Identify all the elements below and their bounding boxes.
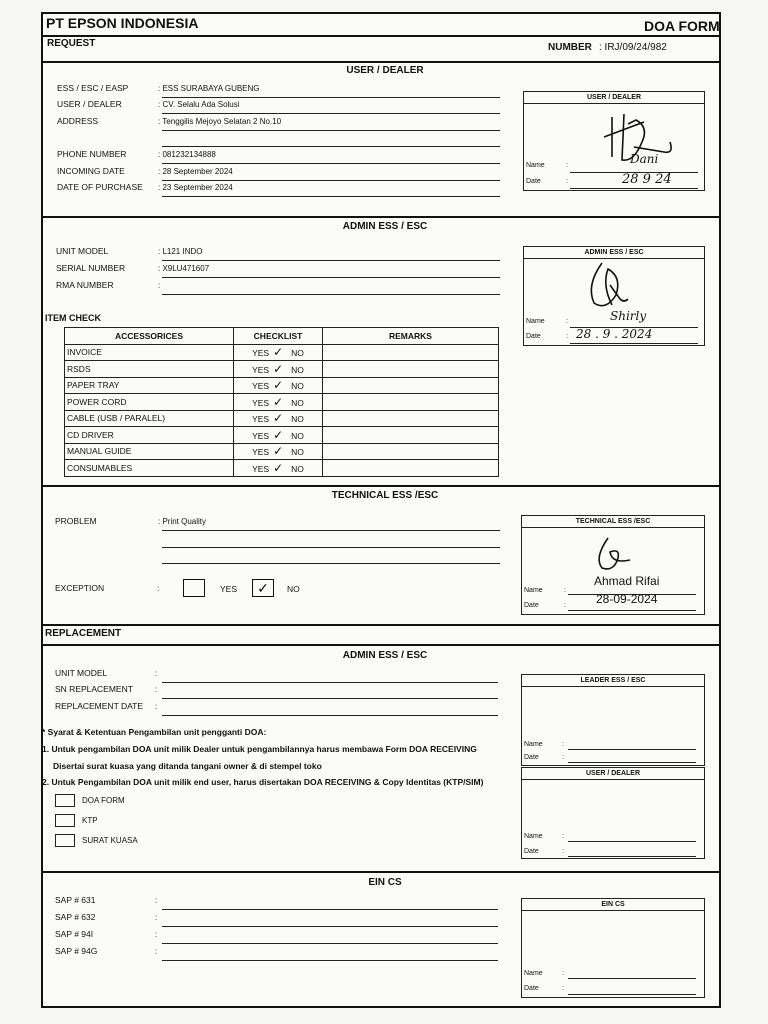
technical-title: TECHNICAL ESS /ESC xyxy=(331,490,439,501)
field-value: : xyxy=(155,896,158,905)
field-label: DATE OF PURCHASE xyxy=(57,182,143,192)
check-mark: ✓ xyxy=(273,378,284,393)
field-value: : Tenggilis Mejoyo Selatan 2 No.10 xyxy=(158,117,282,126)
item-remarks[interactable] xyxy=(323,410,499,427)
exception-label: EXCEPTION xyxy=(55,583,105,593)
check-mark: ✓ xyxy=(273,394,284,409)
replacement-admin-title: ADMIN ESS / ESC xyxy=(342,650,428,661)
field-label: RMA NUMBER xyxy=(56,280,114,290)
field-underline xyxy=(162,277,500,278)
table-row xyxy=(65,377,499,394)
field-value: : L121 INDO xyxy=(158,247,203,256)
yes-label: YES xyxy=(252,430,270,441)
term-1b: Disertai surat kuasa yang ditanda tangani owner & di stempel toko xyxy=(53,761,322,771)
no-label: NO xyxy=(291,414,304,425)
field-underline xyxy=(162,909,498,910)
check-mark: ✓ xyxy=(273,345,284,360)
field-underline xyxy=(162,926,498,927)
ein-title: EIN CS xyxy=(368,877,402,888)
no-label: NO xyxy=(291,364,304,375)
admin-date: 28 . 9 . 2024 xyxy=(576,327,653,341)
field-value: : xyxy=(158,281,161,290)
item-name: CABLE (USB / PARALEL) xyxy=(65,410,234,427)
item-name: INVOICE xyxy=(65,344,234,361)
company-name: PT EPSON INDONESIA xyxy=(46,15,199,31)
yes-label: YES xyxy=(252,348,270,359)
field-value: : 23 September 2024 xyxy=(158,183,233,192)
item-remarks[interactable] xyxy=(323,460,499,477)
field-underline xyxy=(162,180,500,181)
no-label: NO xyxy=(291,381,304,392)
item-checklist xyxy=(234,443,323,460)
field-underline xyxy=(162,196,500,197)
no-label: NO xyxy=(291,430,304,441)
field-value: : 28 September 2024 xyxy=(158,167,233,176)
field-value: : xyxy=(155,685,158,694)
field-label: ESS / ESC / EASP xyxy=(57,83,129,93)
sign-box-title: TECHNICAL ESS /ESC xyxy=(522,516,704,528)
term-1: 1. Untuk pengambilan DOA unit milik Dealer untuk pengambilannya harus membawa Form DOA RECEIVING xyxy=(42,744,477,754)
table-row xyxy=(65,361,499,378)
field-underline xyxy=(162,294,500,295)
field-label: SAP # 94G xyxy=(55,946,98,956)
ein-sign-box: EIN CS Name : Date : xyxy=(521,898,705,998)
field-underline xyxy=(162,715,498,716)
field-underline xyxy=(162,698,498,699)
leader-sign-box: LEADER ESS / ESC Name : Date : xyxy=(521,674,705,766)
checkbox[interactable] xyxy=(55,834,75,847)
item-checklist xyxy=(234,361,323,378)
field-value: : xyxy=(155,930,158,939)
item-remarks[interactable] xyxy=(323,344,499,361)
user-dealer-sign-box: USER / DEALER Name : Dani Date : 28 9 24 xyxy=(523,91,705,191)
field-value: : xyxy=(155,669,158,678)
table-row xyxy=(65,394,499,411)
field-label: ADDRESS xyxy=(57,116,99,126)
item-name: MANUAL GUIDE xyxy=(65,443,234,460)
field-label: SAP # 632 xyxy=(55,912,96,922)
sign-box-title: USER / DEALER xyxy=(524,92,704,104)
admin-title: ADMIN ESS / ESC xyxy=(342,221,428,232)
checkbox[interactable] xyxy=(55,794,75,807)
checkbox-label: KTP xyxy=(82,816,98,825)
item-name: RSDS xyxy=(65,361,234,378)
field-underline xyxy=(162,943,498,944)
field-label: SAP # 631 xyxy=(55,895,96,905)
item-checklist xyxy=(234,377,323,394)
request-label: REQUEST xyxy=(47,38,96,49)
field-label: USER / DEALER xyxy=(57,99,122,109)
problem-value: : Print Quality xyxy=(158,517,207,526)
field-underline xyxy=(162,682,498,683)
field-value: : xyxy=(155,913,158,922)
field-value: : 081232134888 xyxy=(158,150,216,159)
table-row xyxy=(65,427,499,444)
admin-name: Shirly xyxy=(610,309,647,323)
table-row xyxy=(65,460,499,477)
no-label: NO xyxy=(291,447,304,458)
item-remarks[interactable] xyxy=(323,443,499,460)
check-mark: ✓ xyxy=(273,444,284,459)
check-mark: ✓ xyxy=(273,427,284,442)
field-value: : ESS SURABAYA GUBENG xyxy=(158,84,260,93)
replacement-title: REPLACEMENT xyxy=(45,628,122,639)
admin-sign-box: ADMIN ESS / ESC Name : Shirly Date : 28 . 9 . 2024 xyxy=(523,246,705,346)
yes-label: YES xyxy=(252,463,270,474)
field-underline xyxy=(162,97,500,98)
yes-label: YES xyxy=(252,447,270,458)
field-value: : CV. Selalu Ada Solusi xyxy=(158,100,240,109)
item-checklist xyxy=(234,410,323,427)
field-label: UNIT MODEL xyxy=(56,246,109,256)
form-title: DOA FORM xyxy=(644,18,720,34)
check-mark: ✓ xyxy=(273,460,284,475)
field-label: INCOMING DATE xyxy=(57,166,125,176)
yes-label: YES xyxy=(252,414,270,425)
sign-box-title: ADMIN ESS / ESC xyxy=(524,247,704,259)
term-2: 2. Untuk Pengambilan DOA unit milik end user, harus disertakan DOA RECEIVING & Copy Identitas (KTP/SIM) xyxy=(42,777,484,787)
technical-name: Ahmad Rifai xyxy=(594,574,660,588)
exception-yes-checkbox[interactable] xyxy=(183,579,205,597)
field-value: : xyxy=(155,702,158,711)
field-label: SERIAL NUMBER xyxy=(56,263,126,273)
table-row xyxy=(65,344,499,361)
table-row xyxy=(65,410,499,427)
field-value: : xyxy=(155,947,158,956)
exception-no-checkbox[interactable]: ✓ xyxy=(252,579,274,597)
item-remarks[interactable] xyxy=(323,377,499,394)
field-label: SN REPLACEMENT xyxy=(55,684,133,694)
field-label: REPLACEMENT DATE xyxy=(55,701,144,711)
no-label: NO xyxy=(291,348,304,359)
field-label: PHONE NUMBER xyxy=(57,149,127,159)
no-label: NO xyxy=(291,397,304,408)
item-checklist xyxy=(234,394,323,411)
check-mark: ✓ xyxy=(273,361,284,376)
check-mark: ✓ xyxy=(273,411,284,426)
checkbox-label: SURAT KUASA xyxy=(82,836,138,845)
terms-title: * Syarat & Ketentuan Pengambilan unit pengganti DOA: xyxy=(42,727,267,737)
item-name: POWER CORD xyxy=(65,394,234,411)
item-name: CONSUMABLES xyxy=(65,460,234,477)
item-checklist xyxy=(234,344,323,361)
user-name: Dani xyxy=(630,152,659,166)
yes-label: YES xyxy=(252,381,270,392)
field-underline xyxy=(162,163,500,164)
technical-sign-box: TECHNICAL ESS /ESC Name : Ahmad Rifai Date : 28-09-2024 xyxy=(521,515,705,615)
item-remarks[interactable] xyxy=(323,394,499,411)
item-remarks[interactable] xyxy=(323,361,499,378)
user-dealer-title: USER / DEALER xyxy=(346,65,424,76)
checkbox[interactable] xyxy=(55,814,75,827)
field-value: : X9LU471607 xyxy=(158,264,210,273)
problem-label: PROBLEM xyxy=(55,516,97,526)
number-value: : IRJ/09/24/982 xyxy=(599,42,667,53)
checkbox-label: DOA FORM xyxy=(82,796,125,805)
yes-label: YES xyxy=(252,364,270,375)
field-label: UNIT MODEL xyxy=(55,668,108,678)
item-checklist xyxy=(234,460,323,477)
col-checklist: CHECKLIST xyxy=(234,328,323,345)
field-underline xyxy=(162,260,500,261)
user-dealer-replacement-box: USER / DEALER Name : Date : xyxy=(521,767,705,859)
field-underline xyxy=(162,130,500,131)
item-name: CD DRIVER xyxy=(65,427,234,444)
item-checklist xyxy=(234,427,323,444)
signature-user xyxy=(524,102,704,192)
item-name: PAPER TRAY xyxy=(65,377,234,394)
item-check-table xyxy=(64,327,499,477)
col-remarks: REMARKS xyxy=(323,328,499,345)
item-check-label: ITEM CHECK xyxy=(45,313,101,323)
user-date: 28 9 24 xyxy=(622,172,672,187)
address-underline-2 xyxy=(162,146,500,147)
table-row xyxy=(65,443,499,460)
field-underline xyxy=(162,113,500,114)
no-label: NO xyxy=(291,463,304,474)
field-label: SAP # 94I xyxy=(55,929,94,939)
number-label: NUMBER xyxy=(548,42,592,53)
yes-label: YES xyxy=(252,397,270,408)
item-remarks[interactable] xyxy=(323,427,499,444)
technical-date: 28-09-2024 xyxy=(596,592,658,606)
field-underline xyxy=(162,960,498,961)
col-accessories: ACCESSORICES xyxy=(65,328,234,345)
